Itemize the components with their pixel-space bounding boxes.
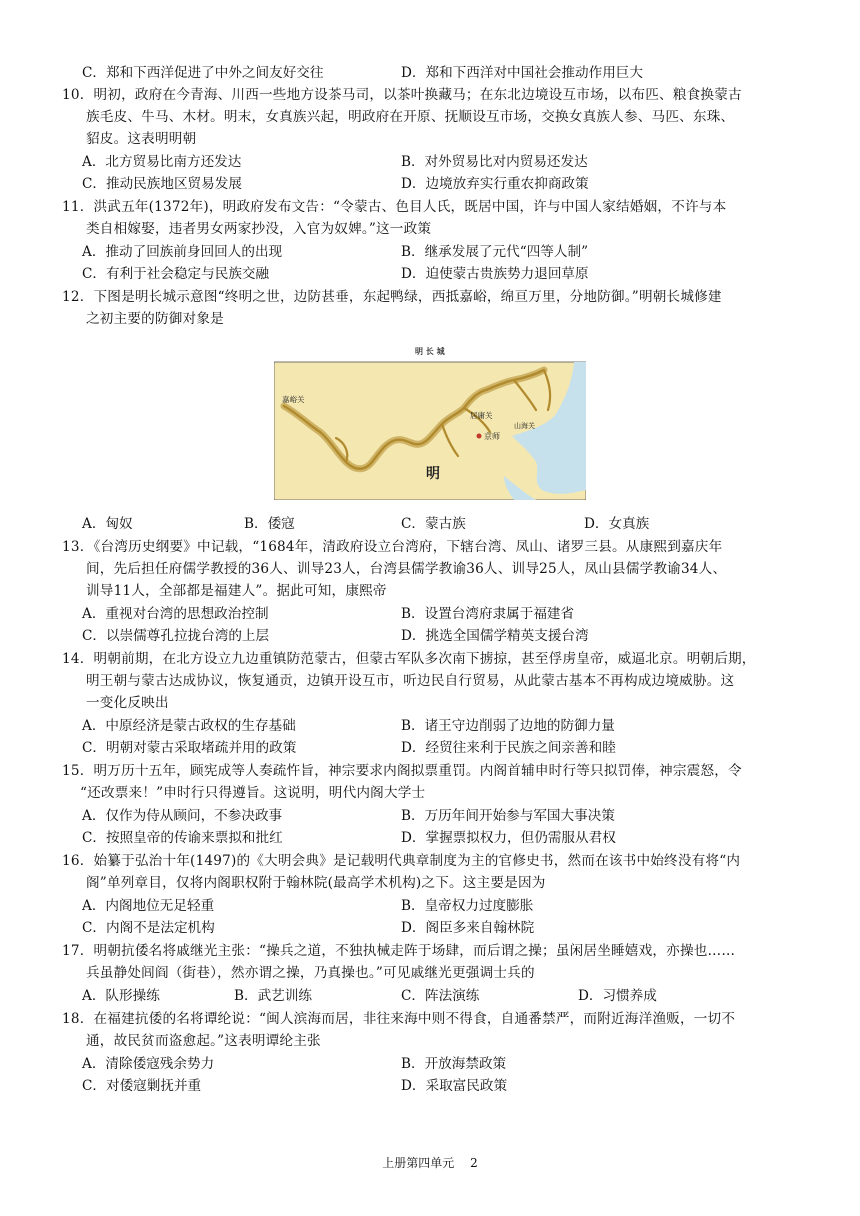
q14-option-d[interactable]: D．经贸往来利于民族之间亲善和睦 [401,740,616,756]
jingshi-marker [477,434,482,439]
q16-option-a[interactable]: A．内阁地位无足轻重 [82,898,215,914]
q11-option-b[interactable]: B．继承发展了元代“四等人制” [401,244,589,260]
q11-option-c[interactable]: C．有利于社会稳定与民族交融 [82,266,270,282]
footer-page-number: 2 [470,1156,478,1170]
q10-stem-line-1: 10．明初，政府在今青海、川西一些地方设茶马司，以茶叶换藏马；在东北边境设互市场，以布匹、粮食换蒙古 [62,87,742,103]
great-wall-map [274,344,586,500]
label-ming: 明 [426,466,440,482]
q12-stem-line-2: 之初主要的防御对象是 [86,311,224,327]
q10-stem-line-3: 貂皮。这表明明朝 [86,131,197,147]
q10-option-a[interactable]: A．北方贸易比南方还发达 [82,154,242,170]
q10-option-c[interactable]: C．推动民族地区贸易发展 [82,176,242,192]
q12-option-b[interactable]: B．倭寇 [244,516,295,532]
q9-option-d[interactable]: D．郑和下西洋对中国社会推动作用巨大 [401,65,643,81]
q16-option-d[interactable]: D．阁臣多来自翰林院 [401,920,535,936]
q12-stem-line-1: 12．下图是明长城示意图“终明之世，边防甚垂，东起鸭绿，西抵嘉峪，绵亘万里，分地防御。”明朝长城修建 [62,289,722,305]
label-juyongguan: 居庸关 [470,411,493,420]
q16-option-b[interactable]: B．皇帝权力过度膨胀 [401,898,534,914]
q13-stem-line-3: 训导11人，全部都是福建人”。据此可知，康熙帝 [86,583,387,599]
q14-stem-line-1: 14．明朝前期，在北方设立九边重镇防范蒙古，但蒙古军队多次南下掳掠，甚至俘虏皇帝，威逼北京。明朝后期， [62,651,756,667]
q9-option-c[interactable]: C．郑和下西洋促进了中外之间友好交往 [82,65,324,81]
q15-option-b[interactable]: B．万历年间开始参与军国大事决策 [401,808,615,824]
q17-stem-line-1: 17．明朝抗倭名将戚继光主张：“操兵之道，不独执械走阵于场肆，而后谓之操；虽闲居坐睡嬉戏，亦操也…… [62,943,736,959]
q11-stem-line-2: 类自相嫁娶，违者男女两家抄没，入官为奴婢。”这一政策 [86,221,432,237]
map-title: 明 长 城 [415,347,445,356]
q13-stem-line-1: 13．《台湾历史纲要》中记载，“1684年，清政府设立台湾府，下辖台湾、凤山、诸罗三县。从康熙到嘉庆年 [62,539,723,555]
great-wall-map-svg [274,344,586,500]
label-shanhaiguan: 山海关 [514,422,535,430]
q16-stem-line-1: 16．始纂于弘治十年(1497)的《大明会典》是记载明代典章制度为主的官修史书，然而在该书中始终没有将“内 [62,853,741,869]
q17-stem-line-2: 兵虽静处闾阎（街巷），然亦谓之操，乃真操也。”可见戚继光更强调士兵的 [86,965,535,981]
q14-stem-line-2: 明王朝与蒙古达成协议，恢复通贡，边镇开设互市，听边民自行贸易，从此蒙古基本不再构成边境威胁。这 [86,673,735,689]
q14-option-b[interactable]: B．诸王守边削弱了边地的防御力量 [401,718,615,734]
page-footer [0,1154,860,1171]
label-jingshi: 京师 [484,432,500,441]
footer-unit: 上册第四单元 [382,1156,455,1170]
q10-option-d[interactable]: D．边境放弃实行重农抑商政策 [401,176,589,192]
q11-option-a[interactable]: A．推动了回族前身回回人的出现 [82,244,283,260]
q18-option-c[interactable]: C．对倭寇剿抚并重 [82,1078,202,1094]
q16-stem-line-2: 阁”单列章目，仅将内阁职权附于翰林院(最高学术机构)之下。这主要是因为 [86,875,546,891]
q17-option-d[interactable]: D．习惯养成 [578,988,657,1004]
q12-option-a[interactable]: A．匈奴 [82,516,133,532]
q15-option-a[interactable]: A．仅作为侍从顾问，不参决政事 [82,808,283,824]
q17-option-c[interactable]: C．阵法演练 [401,988,480,1004]
q18-option-a[interactable]: A．清除倭寇残余势力 [82,1056,215,1072]
q13-option-c[interactable]: C．以崇儒尊孔拉拢台湾的上层 [82,628,270,644]
q18-option-b[interactable]: B．开放海禁政策 [401,1056,507,1072]
q18-stem-line-2: 通，故民贫而盗愈起。”这表明谭纶主张 [86,1033,321,1049]
q13-stem-line-2: 间，先后担任府儒学教授的36人、训导23人，台湾县儒学教谕36人、训导25人，凤山县儒学教谕34人、 [86,561,727,577]
q10-option-b[interactable]: B．对外贸易比对内贸易还发达 [401,154,588,170]
q13-option-d[interactable]: D．挑选全国儒学精英支援台湾 [401,628,589,644]
q14-option-c[interactable]: C．明朝对蒙古采取堵疏并用的政策 [82,740,297,756]
q14-option-a[interactable]: A．中原经济是蒙古政权的生存基础 [82,718,296,734]
q15-stem-line-1: 15．明万历十五年，顾宪成等人奏疏忤旨，神宗要求内阁拟票重罚。内阁首辅申时行等只拟罚俸，神宗震怒，令 [62,763,742,779]
q17-option-a[interactable]: A．队形操练 [82,988,160,1004]
q18-stem-line-1: 18．在福建抗倭的名将谭纶说：“闽人滨海而居，非往来海中则不得食，自通番禁严，而附近海洋渔贩，一切不 [62,1011,736,1027]
q13-option-b[interactable]: B．设置台湾府隶属于福建省 [401,606,575,622]
q18-option-d[interactable]: D．采取富民政策 [401,1078,508,1094]
q12-option-c[interactable]: C．蒙古族 [401,516,466,532]
q13-option-a[interactable]: A．重视对台湾的思想政治控制 [82,606,269,622]
q17-option-b[interactable]: B．武艺训练 [234,988,312,1004]
q14-stem-line-3: 一变化反映出 [86,695,169,711]
q15-stem-line-2: “还改票来！”申时行只得遵旨。这说明，明代内阁大学士 [80,785,426,801]
q15-option-c[interactable]: C．按照皇帝的传谕来票拟和批红 [82,830,283,846]
q15-option-d[interactable]: D．掌握票拟权力，但仍需服从君权 [401,830,616,846]
q12-option-d[interactable]: D．女真族 [584,516,650,532]
q16-option-c[interactable]: C．内阁不是法定机构 [82,920,215,936]
q11-option-d[interactable]: D．迫使蒙古贵族势力退回草原 [401,266,589,282]
q11-stem-line-1: 11．洪武五年(1372年)，明政府发布文告：“令蒙古、色目人氏，既居中国，许与中国人家结婚姻，不许与本 [62,199,727,215]
q10-stem-line-2: 族毛皮、牛马、木材。明末，女真族兴起，明政府在开原、抚顺设互市场，交换女真族人参、马匹、东珠、 [86,109,735,125]
label-jiayuguan: 嘉峪关 [282,395,305,404]
